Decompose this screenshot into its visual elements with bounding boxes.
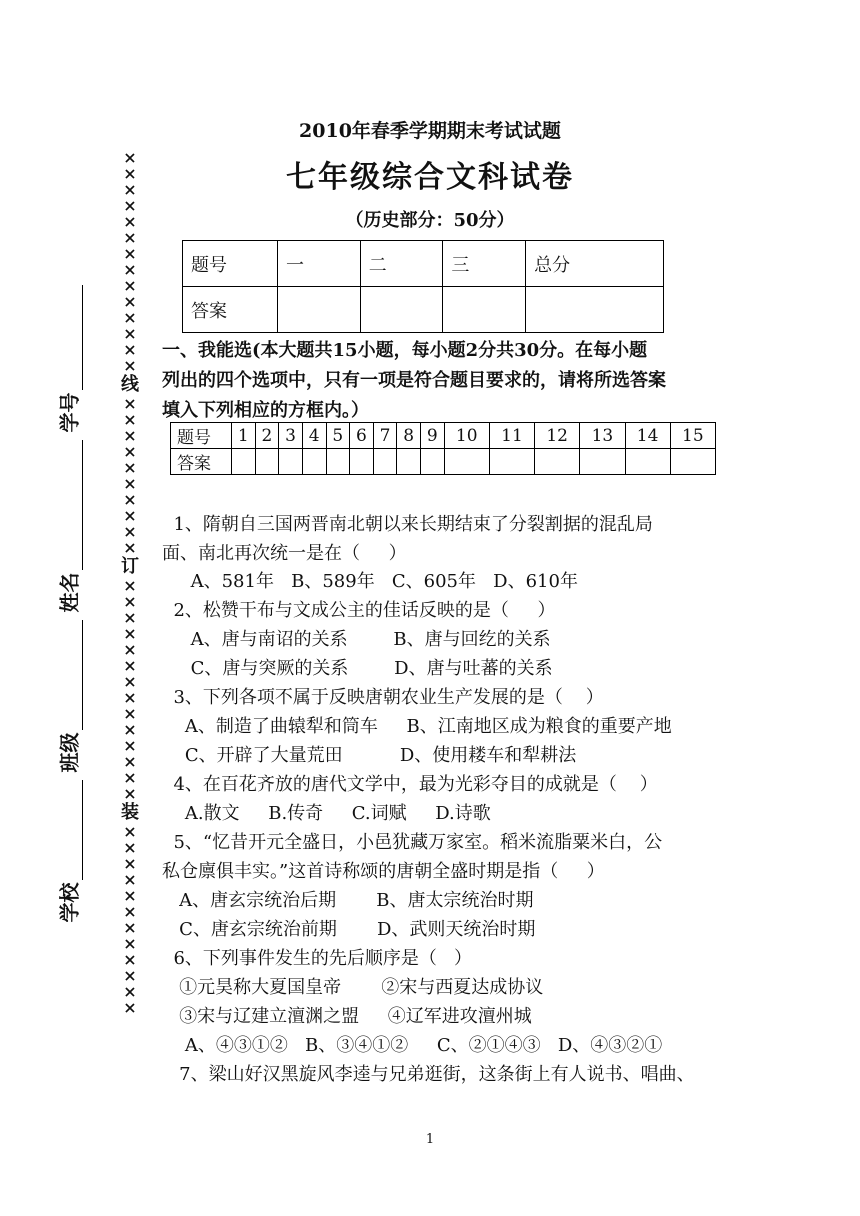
cross-mark: ×	[123, 458, 137, 477]
cross-mark: ×	[123, 752, 137, 771]
binding-char-zhuang: 装	[121, 802, 139, 823]
cross-mark: ×	[123, 356, 137, 375]
question-number: 12	[535, 423, 580, 449]
question-number: 4	[302, 423, 326, 449]
cross-mark: ×	[123, 576, 137, 595]
cross-mark: ×	[123, 538, 137, 557]
answer-cell[interactable]	[421, 449, 445, 475]
cross-mark: ×	[123, 164, 137, 183]
cross-mark: ×	[123, 838, 137, 857]
question-line: 2、松赞干布与文成公主的佳话反映的是（ ）	[162, 600, 556, 621]
answer-cell[interactable]	[350, 449, 374, 475]
question-line: 4、在百花齐放的唐代文学中，最为光彩夺目的成就是（ ）	[162, 774, 658, 795]
question-number: 6	[350, 423, 374, 449]
cross-mark: ×	[123, 998, 137, 1017]
cross-mark: ×	[123, 276, 137, 295]
question-number: 9	[421, 423, 445, 449]
cross-mark: ×	[123, 768, 137, 787]
answer-grid-label: 答案	[171, 449, 232, 475]
question-option-line: A、制造了曲辕犁和筒车 B、江南地区成为粮食的重要产地	[162, 716, 672, 737]
binding-char-ding: 订	[121, 556, 139, 577]
class-write-line[interactable]	[82, 620, 83, 730]
question-option-line: C、唐与突厥的关系 D、唐与吐蕃的关系	[162, 658, 553, 679]
cross-mark: ×	[123, 950, 137, 969]
question-number: 1	[232, 423, 256, 449]
answer-cell[interactable]	[302, 449, 326, 475]
cross-mark: ×	[123, 656, 137, 675]
cross-mark: ×	[123, 180, 137, 199]
question-line: 5、“忆昔开元全盛日，小邑犹藏万家室。稻米流脂粟米白，公	[162, 832, 663, 853]
answer-cell[interactable]	[444, 449, 489, 475]
school-label: 学校	[57, 882, 82, 923]
question-line: 1、隋朝自三国两晋南北朝以来长期结束了分裂割据的混乱局	[162, 514, 653, 535]
cross-mark: ×	[123, 426, 137, 445]
question-option-line: C、唐玄宗统治前期 D、武则天统治时期	[162, 919, 536, 940]
question-line: 3、下列各项不属于反映唐朝农业生产发展的是（ ）	[162, 687, 604, 708]
instruction-line: 一、我能选(本大题共15小题，每小题2分共30分。在每小题	[162, 340, 648, 361]
page-number: 1	[425, 1132, 435, 1147]
binding-cross-marks	[116, 396, 144, 556]
cross-mark: ×	[123, 624, 137, 643]
question-option-line: ③宋与辽建立澶渊之盟 ④辽军进攻澶州城	[162, 1006, 532, 1027]
answer-cell[interactable]	[625, 449, 670, 475]
cross-mark: ×	[123, 704, 137, 723]
cross-mark: ×	[123, 196, 137, 215]
cross-mark: ×	[123, 410, 137, 429]
cross-mark: ×	[123, 490, 137, 509]
class-label: 班级	[57, 732, 82, 773]
question-option-line: A.散文 B.传奇 C.词赋 D.诗歌	[162, 803, 491, 824]
cross-mark: ×	[123, 608, 137, 627]
question-line: 7、梁山好汉黑旋风李逵与兄弟逛街，这条街上有人说书、唱曲、	[162, 1064, 695, 1085]
cross-mark: ×	[123, 228, 137, 247]
binding-cross-marks	[116, 578, 144, 802]
cross-mark: ×	[123, 736, 137, 755]
question-number: 14	[625, 423, 670, 449]
question-number: 8	[397, 423, 421, 449]
answer-cell[interactable]	[255, 449, 279, 475]
exam-title: 七年级综合文科试卷	[286, 160, 574, 195]
question-line: 6、下列事件发生的先后顺序是（ ）	[162, 948, 473, 969]
score-cell: 总分	[526, 241, 664, 287]
answer-cell[interactable]	[580, 449, 625, 475]
cross-mark: ×	[123, 260, 137, 279]
cross-mark: ×	[123, 902, 137, 921]
binding-cross-marks	[116, 824, 144, 1016]
question-line: 面、南北再次统一是在（ ）	[162, 543, 407, 564]
cross-mark: ×	[123, 934, 137, 953]
score-cell[interactable]	[526, 287, 664, 333]
cross-mark: ×	[123, 784, 137, 803]
cross-mark: ×	[123, 308, 137, 327]
cross-mark: ×	[123, 870, 137, 889]
cross-mark: ×	[123, 442, 137, 461]
cross-mark: ×	[123, 982, 137, 1001]
question-option-line: C、开辟了大量荒田 D、使用耧车和犁耕法	[162, 745, 577, 766]
score-table-row	[183, 241, 664, 287]
cross-mark: ×	[123, 672, 137, 691]
question-option-line: A、581年 B、589年 C、605年 D、610年	[162, 571, 578, 592]
question-number: 15	[670, 423, 715, 449]
score-cell[interactable]	[443, 287, 526, 333]
cross-mark: ×	[123, 640, 137, 659]
answer-grid	[170, 422, 716, 475]
question-line: 私仓廪俱丰实。”这首诗称颂的唐朝全盛时期是指（ ）	[162, 861, 605, 882]
answer-cell[interactable]	[489, 449, 534, 475]
name-write-line[interactable]	[82, 440, 83, 570]
answer-cell[interactable]	[670, 449, 715, 475]
question-number: 13	[580, 423, 625, 449]
answer-grid-answer-row	[171, 449, 716, 475]
answer-grid-header: 题号	[171, 423, 232, 449]
question-number: 3	[279, 423, 303, 449]
student-id-label: 学号	[57, 392, 82, 433]
cross-mark: ×	[123, 886, 137, 905]
score-table	[182, 240, 664, 333]
answer-grid-number-row	[171, 423, 716, 449]
cross-mark: ×	[123, 854, 137, 873]
binding-char-xian: 线	[121, 374, 139, 395]
score-cell: 三	[443, 241, 526, 287]
cross-mark: ×	[123, 244, 137, 263]
instruction-line: 填入下列相应的方框内。）	[162, 400, 369, 421]
answer-cell[interactable]	[397, 449, 421, 475]
score-cell[interactable]	[360, 287, 443, 333]
score-cell: 二	[360, 241, 443, 287]
answer-cell[interactable]	[326, 449, 350, 475]
exam-subtitle: 2010年春季学期期末考试试题	[299, 120, 561, 142]
score-table-row	[183, 287, 664, 333]
student-id-write-line[interactable]	[82, 285, 83, 390]
cross-mark: ×	[123, 324, 137, 343]
cross-mark: ×	[123, 292, 137, 311]
cross-mark: ×	[123, 506, 137, 525]
cross-mark: ×	[123, 148, 137, 167]
question-number: 5	[326, 423, 350, 449]
question-option-line: A、④③①② B、③④①② C、②①④③ D、④③②①	[162, 1035, 663, 1056]
exam-section-note: （历史部分：50分）	[345, 210, 515, 231]
cross-mark: ×	[123, 720, 137, 739]
answer-cell[interactable]	[279, 449, 303, 475]
score-cell: 答案	[183, 287, 278, 333]
cross-mark: ×	[123, 212, 137, 231]
cross-mark: ×	[123, 918, 137, 937]
cross-mark: ×	[123, 688, 137, 707]
name-label: 姓名	[57, 572, 82, 613]
cross-mark: ×	[123, 394, 137, 413]
question-number: 10	[444, 423, 489, 449]
cross-mark: ×	[123, 522, 137, 541]
question-option-line: A、唐玄宗统治后期 B、唐太宗统治时期	[162, 890, 534, 911]
score-cell: 一	[278, 241, 361, 287]
question-number: 11	[489, 423, 534, 449]
instruction-line: 列出的四个选项中，只有一项是符合题目要求的，请将所选答案	[162, 370, 666, 391]
cross-mark: ×	[123, 592, 137, 611]
school-write-line[interactable]	[82, 780, 83, 880]
cross-mark: ×	[123, 966, 137, 985]
binding-line-column	[116, 150, 144, 1060]
cross-mark: ×	[123, 340, 137, 359]
binding-cross-marks	[116, 150, 144, 374]
section-one-instructions	[162, 336, 742, 426]
question-option-line: A、唐与南诏的关系 B、唐与回纥的关系	[162, 629, 551, 650]
answer-cell[interactable]	[535, 449, 580, 475]
answer-cell[interactable]	[232, 449, 256, 475]
answer-cell[interactable]	[373, 449, 397, 475]
cross-mark: ×	[123, 474, 137, 493]
question-option-line: ①元昊称大夏国皇帝 ②宋与西夏达成协议	[162, 977, 544, 998]
score-cell: 题号	[183, 241, 278, 287]
question-number: 7	[373, 423, 397, 449]
question-number: 2	[255, 423, 279, 449]
cross-mark: ×	[123, 822, 137, 841]
score-cell[interactable]	[278, 287, 361, 333]
